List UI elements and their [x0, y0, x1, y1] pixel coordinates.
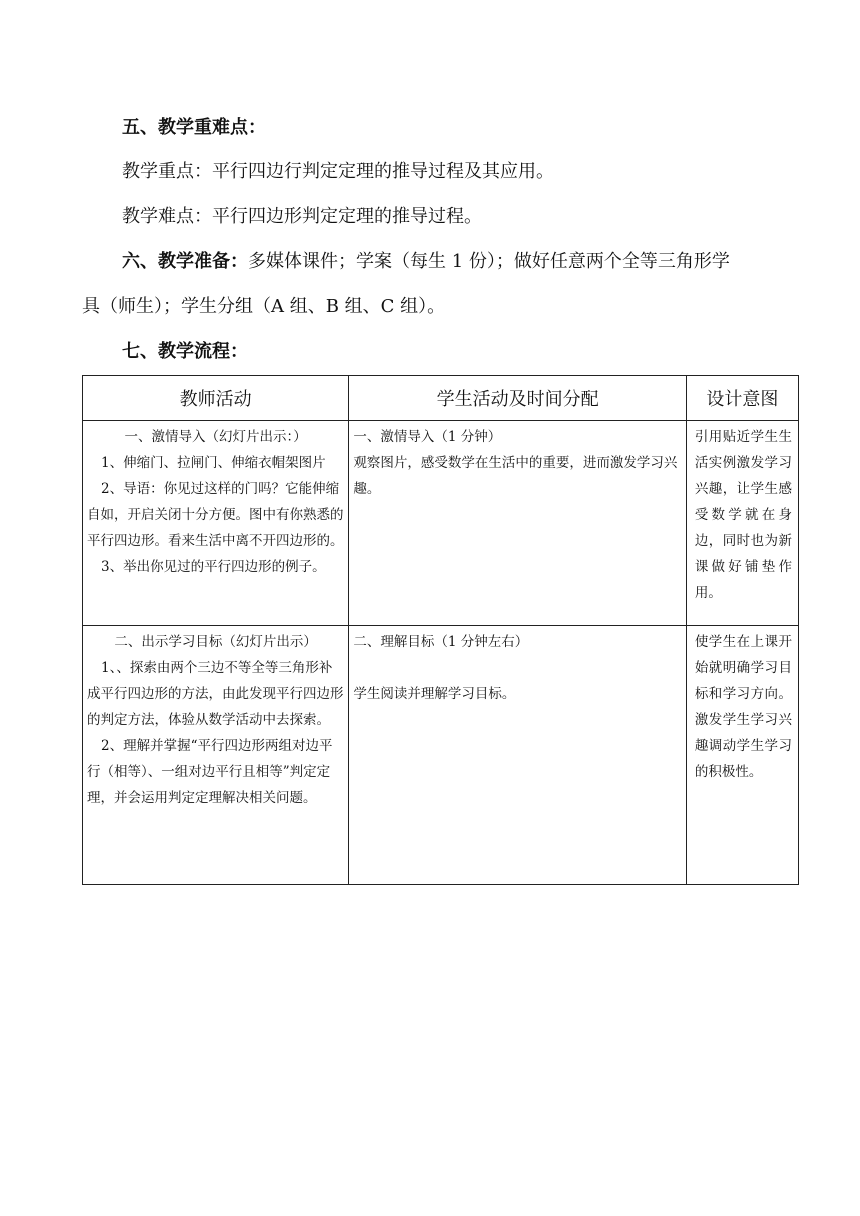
teacher-step-title: 一、激情导入（幻灯片出示：）	[124, 429, 307, 445]
teacher-step-item: 1、伸缩门、拉闸门、伸缩衣帽架图片	[101, 455, 326, 471]
section-7-heading: 七、教学流程：	[122, 341, 248, 362]
teacher-step-item: 2、理解并掌握“平行四边形两组对边平行（相等）、一组对边平行且相等”判定定理，并会运用判定定理解决相关问题。	[87, 738, 333, 806]
section-5-heading: 五、教学重难点：	[122, 117, 266, 138]
student-activity-cell	[349, 626, 686, 885]
header-design-intent: 设计意图	[686, 376, 798, 421]
difficult-point-text: 教学难点：平行四边形判定定理的推导过程。	[122, 206, 482, 227]
student-step-title: 二、理解目标（1 分钟左右）	[353, 634, 529, 650]
section-6-heading: 六、教学准备：	[122, 251, 248, 272]
student-step-title: 一、激情导入（1 分钟）	[353, 429, 502, 445]
table-row	[83, 626, 799, 885]
teacher-step-item: 3、举出你见过的平行四边形的例子。	[101, 559, 326, 575]
teaching-flow-table	[82, 375, 799, 885]
section-6-line2: 具（师生）；学生分组（A 组、B 组、C 组）。	[82, 296, 446, 317]
student-activity-cell	[349, 421, 686, 626]
design-intent-cell	[686, 626, 798, 885]
design-intent-text: 使学生在上课开始就明确学习目标和学习方向。激发学生学习兴趣调动学生学习的积极性。	[694, 634, 792, 780]
teacher-activity-cell	[83, 421, 349, 626]
student-step-text: 学生阅读并理解学习目标。	[353, 686, 516, 702]
key-point-text: 教学重点：平行四边行判定定理的推导过程及其应用。	[122, 161, 554, 182]
teacher-activity-cell	[83, 626, 349, 885]
section-6-line1	[82, 250, 812, 274]
teacher-step-title: 二、出示学习目标（幻灯片出示）	[114, 634, 317, 650]
header-student-activity: 学生活动及时间分配	[349, 376, 686, 421]
table-row	[83, 421, 799, 626]
design-intent-cell	[686, 421, 798, 626]
spacer	[353, 655, 681, 681]
section-6-text: 多媒体课件；学案（每生 1 份）；做好任意两个全等三角形学	[248, 251, 730, 272]
teacher-step-item: 1、、探索由两个三边不等全等三角形补成平行四边形的方法，由此发现平行四边形的判定方法，体验从数学活动中去探索。	[87, 660, 344, 728]
header-teacher-activity: 教师活动	[83, 376, 349, 421]
design-intent-text: 引用贴近学生生活实例激发学习兴趣，让学生感受数学就在身边，同时也为新课做好铺垫作用。	[694, 429, 792, 601]
table-header-row	[83, 376, 799, 421]
student-step-text: 观察图片，感受数学在生活中的重要，进而激发学习兴趣。	[353, 455, 678, 497]
teacher-step-item: 2、导语：你见过这样的门吗？它能伸缩自如，开启关闭十分方便。图中有你熟悉的平行四边形。看来生活中离不开四边形的。	[87, 481, 344, 549]
